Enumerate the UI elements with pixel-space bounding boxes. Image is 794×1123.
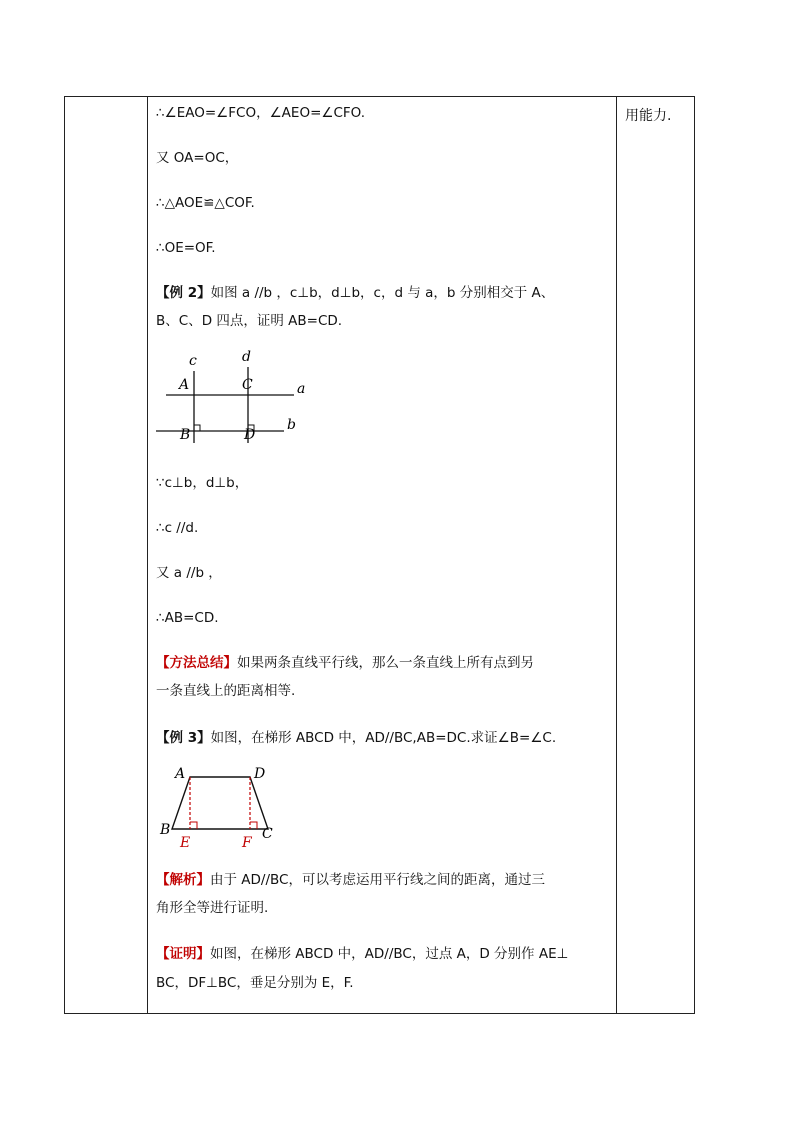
line-oe-of: ∴OE=OF. [156, 240, 216, 256]
method-summary-line2: 一条直线上的距离相等. [156, 683, 296, 699]
method-summary-line1 [156, 653, 534, 673]
label-B: B [180, 427, 191, 443]
column-divider-right [616, 97, 617, 1013]
column-divider-left [147, 97, 148, 1013]
example-3-tag: 【例 3】 [156, 730, 211, 746]
example-2-line1 [156, 283, 554, 303]
analysis-text1: 由于 AD//BC，可以考虑运用平行线之间的距离，通过三 [210, 872, 545, 888]
method-summary-tag: 【方法总结】 [156, 655, 237, 671]
proof-tag: 【证明】 [156, 946, 210, 962]
figure-parallel-lines [156, 347, 316, 447]
analysis-line2: 角形全等进行证明. [156, 900, 269, 916]
label-b: b [287, 417, 296, 433]
analysis-tag: 【解析】 [156, 872, 210, 888]
proof-ex3-line1 [156, 944, 568, 964]
line-angles-equal: ∴∠EAO=∠FCO，∠AEO=∠CFO. [156, 105, 366, 121]
lesson-table [64, 96, 695, 1014]
label-C: C [242, 377, 253, 393]
proof-line2: ∴c //d. [156, 520, 199, 536]
label-d: d [242, 349, 251, 365]
example-2-tag: 【例 2】 [156, 285, 211, 301]
proof-line3: 又 a //b ， [156, 565, 222, 581]
line-oa-oc: 又 OA=OC， [156, 150, 239, 166]
trap-label-A: A [175, 766, 186, 782]
proof-ex3-line2: BC，DF⊥BC，垂足分别为 E，F. [156, 975, 354, 991]
proof-line1: ∵c⊥b，d⊥b， [156, 475, 249, 491]
label-c: c [189, 353, 197, 369]
line-congruent: ∴△AOE≌△COF. [156, 195, 255, 211]
method-summary-text1: 如果两条直线平行线，那么一条直线上所有点到另 [237, 655, 534, 671]
figure-trapezoid [156, 765, 296, 855]
label-D: D [244, 427, 256, 443]
side-note: 用能力. [625, 108, 672, 124]
trap-label-C: C [262, 826, 273, 842]
proof-line4: ∴AB=CD. [156, 610, 219, 626]
proof-ex3-text1: 如图，在梯形 ABCD 中，AD//BC，过点 A，D 分别作 AE⊥ [210, 946, 569, 962]
label-A: A [179, 377, 190, 393]
example-2-line2: B、C、D 四点，证明 AB=CD. [156, 313, 343, 329]
trap-label-D: D [254, 766, 266, 782]
label-a: a [297, 381, 306, 397]
trap-label-E: E [180, 835, 191, 851]
trap-label-F: F [242, 835, 252, 851]
analysis-line1 [156, 870, 545, 890]
example-3-text1: 如图，在梯形 ABCD 中，AD//BC,AB=DC.求证∠B=∠C. [210, 730, 557, 746]
example-2-text1: 如图 a //b ，c⊥b，d⊥b，c，d 与 a，b 分别相交于 A、 [210, 285, 555, 301]
example-3-line1 [156, 728, 556, 748]
trap-label-B: B [160, 822, 171, 838]
